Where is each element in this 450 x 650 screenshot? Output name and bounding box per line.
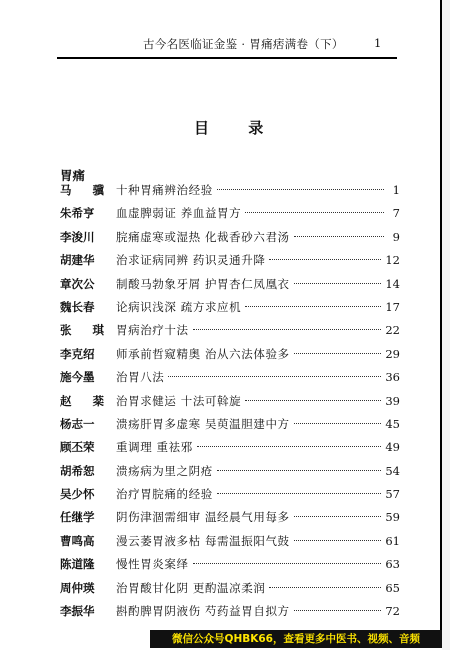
entry-page: 9 (392, 229, 400, 244)
entry-title-row (116, 580, 400, 596)
toc-entry[interactable] (60, 346, 400, 369)
toc-entry[interactable] (60, 276, 400, 299)
page-number: 1 (374, 36, 382, 50)
entry-title: 师承前哲窥精奥 治从六法体验多 (116, 346, 290, 361)
entry-author: 赵 棻 (60, 393, 104, 408)
toc-entry[interactable] (60, 205, 400, 228)
running-header (0, 36, 442, 52)
section-heading: 胃痛 (60, 168, 86, 183)
toc-entry[interactable] (60, 580, 400, 603)
entry-page: 1 (392, 183, 400, 197)
entry-title: 治胃求健运 十法可斡旋 (116, 393, 242, 408)
toc-entry[interactable] (60, 229, 400, 252)
toc-entry[interactable] (60, 252, 400, 275)
entry-title-row (116, 205, 400, 221)
entry-author: 杨志一 (60, 416, 95, 431)
entry-title-row (116, 322, 400, 338)
dot-leader (294, 610, 382, 611)
toc-entry[interactable] (60, 439, 400, 462)
toc-list (60, 182, 400, 626)
entry-author: 胡建华 (60, 253, 95, 268)
entry-title: 治胃酸甘化阴 更酌温凉柔润 (116, 580, 266, 595)
dot-leader (294, 236, 384, 237)
entry-page: 65 (385, 580, 400, 595)
dot-leader (245, 400, 381, 401)
entry-title: 制酸马勃象牙屑 护胃杏仁凤凰衣 (116, 276, 290, 291)
toc-entry[interactable] (60, 393, 400, 416)
dot-leader (197, 446, 382, 447)
toc-entry[interactable] (60, 182, 400, 205)
entry-page: 57 (385, 487, 400, 502)
entry-author: 陈道隆 (60, 557, 95, 572)
entry-page: 17 (385, 299, 400, 314)
entry-author: 马 骥 (60, 183, 104, 197)
toc-entry[interactable] (60, 369, 400, 392)
entry-title-row (116, 416, 400, 432)
entry-author: 曹鸣高 (60, 533, 95, 548)
entry-title: 阴伤津涸需细审 温经晨气用每多 (116, 510, 290, 525)
entry-title: 重调理 重祛邪 (116, 440, 193, 455)
entry-page: 49 (385, 440, 400, 455)
dot-leader (294, 516, 382, 517)
entry-author: 任继学 (60, 510, 95, 525)
dot-leader (193, 563, 382, 564)
toc-entry[interactable] (60, 556, 400, 579)
dot-leader (294, 423, 382, 424)
entry-title-row (116, 299, 400, 315)
dot-leader (193, 329, 382, 330)
entry-title-row (116, 533, 400, 549)
entry-title-row (116, 486, 400, 502)
entry-page: 36 (385, 370, 400, 385)
entry-page: 54 (385, 463, 400, 478)
entry-page: 39 (385, 393, 400, 408)
entry-title: 漫云萎胃液多枯 每需温振阳气鼓 (116, 533, 290, 548)
entry-page: 63 (385, 557, 400, 572)
entry-page: 14 (385, 276, 400, 291)
entry-author: 魏长春 (60, 299, 95, 314)
entry-author: 施今墨 (60, 370, 95, 385)
entry-author: 朱希亨 (60, 206, 95, 221)
entry-title-row (116, 463, 400, 479)
entry-page: 29 (385, 346, 400, 361)
entry-author: 胡希恕 (60, 463, 95, 478)
entry-title-row (116, 369, 400, 385)
toc-entry[interactable] (60, 463, 400, 486)
entry-title: 治胃八法 (116, 370, 165, 385)
toc-entry[interactable] (60, 486, 400, 509)
entry-author: 李振华 (60, 604, 95, 619)
dot-leader (168, 376, 381, 377)
entry-page: 61 (385, 533, 400, 548)
entry-page: 22 (385, 323, 400, 338)
entry-author: 吴少怀 (60, 487, 95, 502)
dot-leader (217, 189, 384, 190)
entry-title: 溃疡病为里之阴疮 (116, 463, 213, 478)
book-title: 古今名医临证金鉴 · 胃痛痞满卷（下） (143, 37, 344, 51)
entry-title: 胃病治疗十法 (116, 323, 189, 338)
toc-entry[interactable] (60, 299, 400, 322)
toc-entry[interactable] (60, 322, 400, 345)
dot-leader (245, 306, 381, 307)
toc-entry[interactable] (60, 509, 400, 532)
entry-title-row (116, 393, 400, 409)
dot-leader (269, 259, 381, 260)
toc-entry[interactable] (60, 416, 400, 439)
dot-leader (217, 470, 382, 471)
toc-entry[interactable] (60, 533, 400, 556)
toc-heading: 目 录 (194, 119, 281, 137)
entry-title-row (116, 556, 400, 572)
dot-leader (217, 493, 382, 494)
entry-page: 59 (385, 510, 400, 525)
entry-title-row (116, 276, 400, 292)
entry-title-row (116, 439, 400, 455)
header-rule (57, 57, 397, 59)
entry-title-row (116, 182, 400, 198)
entry-author: 周仲瑛 (60, 580, 95, 595)
entry-title: 溃疡肝胃多虚寒 吴萸温胆建中方 (116, 416, 290, 431)
entry-author: 李克绍 (60, 346, 95, 361)
entry-page: 72 (385, 604, 400, 619)
entry-title: 脘痛虚寒或湿热 化裁香砂六君汤 (116, 229, 290, 244)
entry-title: 十种胃痛辨治经验 (116, 183, 213, 197)
entry-title: 斟酌脾胃阴液伤 芍药益胃自拟方 (116, 604, 290, 619)
page-edge (442, 0, 450, 650)
entry-title: 治疗胃脘痛的经验 (116, 487, 213, 502)
dot-leader (269, 587, 381, 588)
dot-leader (245, 212, 384, 213)
entry-title: 血虚脾弱证 养血益胃方 (116, 206, 242, 221)
entry-author: 顾丕荣 (60, 440, 95, 455)
dot-leader (294, 353, 382, 354)
entry-page: 7 (392, 206, 400, 221)
entry-title-row (116, 509, 400, 525)
toc-entry[interactable] (60, 603, 400, 626)
entry-title-row (116, 346, 400, 362)
entry-title: 治求证病同辨 药识灵通升降 (116, 253, 266, 268)
watermark-banner: 微信公众号QHBK66，查看更多中医书、视频、音频 (150, 630, 442, 648)
entry-title: 慢性胃炎案绎 (116, 557, 189, 572)
entry-author: 张 琪 (60, 323, 104, 338)
entry-title-row (116, 229, 400, 245)
dot-leader (294, 540, 382, 541)
entry-title-row (116, 252, 400, 268)
entry-title-row (116, 603, 400, 619)
entry-page: 12 (385, 253, 400, 268)
entry-page: 45 (385, 416, 400, 431)
entry-title: 论病识浅深 疏方求应机 (116, 299, 242, 314)
entry-author: 章次公 (60, 276, 95, 291)
entry-author: 李浚川 (60, 229, 95, 244)
dot-leader (294, 283, 382, 284)
